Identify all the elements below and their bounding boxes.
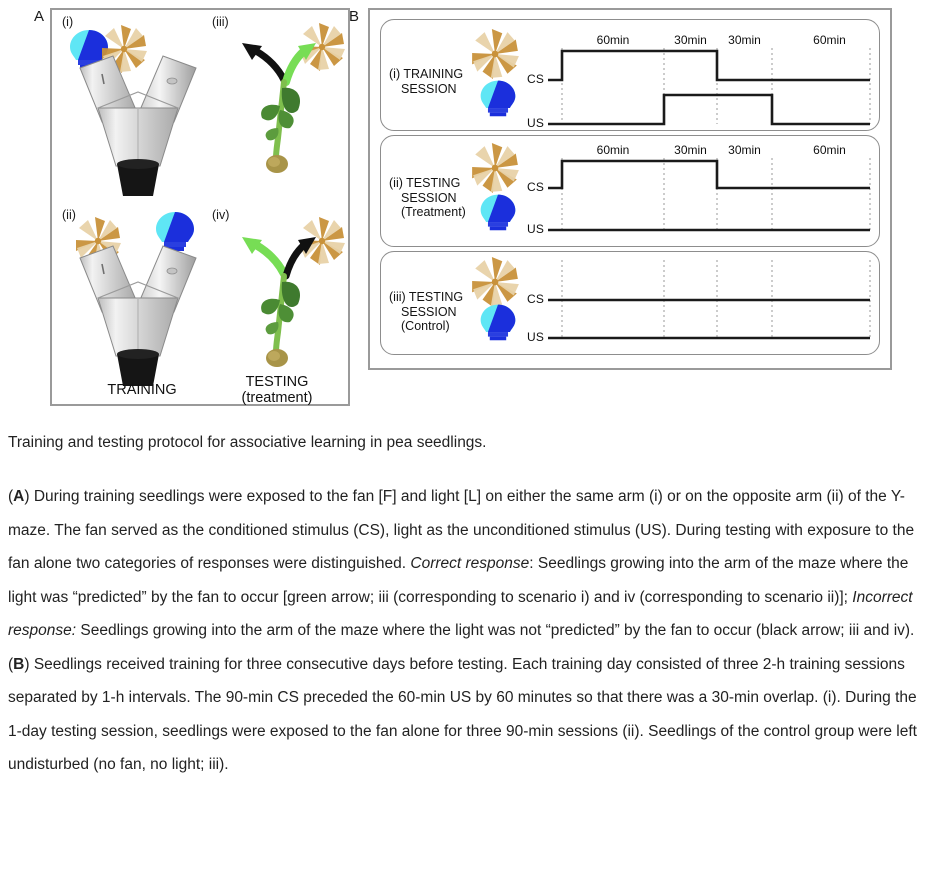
testing-control-trace [381, 252, 881, 356]
cs-axis-label: CS [527, 72, 545, 86]
label-scenario-iii: (iii) [212, 15, 229, 29]
panel-a-training-caption: TRAINING [107, 382, 177, 398]
session-title-line1: TESTING [406, 176, 461, 190]
caption-title: Training and testing protocol for associative learning in pea seedlings. [8, 434, 487, 451]
session-row-testing-control [380, 251, 880, 355]
session-title-line2: SESSION [401, 304, 457, 319]
cs-axis-label: CS [527, 180, 545, 194]
caption-italic-run: Correct response [410, 555, 530, 572]
session-index: (ii) [389, 176, 403, 190]
testing-treatment-trace [381, 136, 881, 248]
session-title-line2: SESSION [401, 81, 457, 96]
caption-bold-run: B [13, 655, 25, 673]
session-title-line3: (Control) [401, 319, 450, 333]
time-label-3: 60min [813, 143, 846, 157]
cs-axis-label: CS [527, 292, 545, 306]
y-maze-icon [68, 238, 208, 388]
panel-a-box [50, 8, 350, 406]
label-scenario-ii: (ii) [62, 208, 76, 222]
session-title-line1: TESTING [408, 290, 464, 304]
label-scenario-iv: (iv) [212, 208, 230, 222]
caption-body [8, 480, 920, 782]
green-arrow-icon [286, 51, 304, 82]
session-title-line2: SESSION [401, 190, 457, 205]
label-scenario-i: (i) [62, 15, 74, 29]
time-label-2: 30min [728, 143, 761, 157]
caption-text-run: ) Seedlings received training for three consecutive days before testing. Each training day consisted of three 2-h training sessions separated by 1-h intervals. The 90-min CS preceded the 60-min US by 60 minutes so that there was a 30-min overlap. (i). During the 1-day testing session, seedlings were exposed to the fan alone for three 90-min sessions (ii). Seedlings of the control group were left undisturbed (no fan, no light; iii). [8, 655, 917, 773]
panel-a-testing-caption: TESTING [245, 374, 309, 390]
panel-a-testing-caption-sub: (treatment) [241, 390, 313, 406]
time-label-1: 30min [674, 33, 707, 47]
cs-trace [548, 51, 870, 80]
time-label-0: 60min [596, 33, 630, 47]
us-axis-label: US [527, 116, 545, 130]
time-label-0: 60min [596, 143, 630, 157]
session-title-line1: TRAINING [403, 67, 464, 81]
cs-trace [548, 161, 870, 188]
caption-text-run: ) During training seedlings were exposed to the fan [F] and light [L] on either the same arm (i) or on the opposite arm (ii) of the Y-maze. The fan served as the conditioned stimulus (CS), light as the unconditioned stimulus (US). During testing with exposure to the fan alone two categories of responses were distinguished. [8, 488, 915, 572]
black-arrow-icon [286, 245, 304, 276]
panel-b-box [368, 8, 892, 370]
session-row-testing-treatment [380, 135, 880, 247]
green-arrow-icon [256, 245, 284, 274]
training-session-trace [381, 20, 881, 132]
caption-italic-run: Incorrect response: [8, 588, 913, 639]
session-row-training [380, 19, 880, 131]
pea-seedling-icon [224, 218, 344, 378]
caption-text-run: ( [8, 488, 14, 505]
us-axis-label: US [527, 222, 545, 236]
session-index: (iii) [389, 290, 406, 304]
time-label-2: 30min [728, 33, 761, 47]
figure-area [0, 0, 926, 425]
caption-text-run: : Seedlings growing into the arm of the maze where the light was “predicted” by the fan to occur [green arrow; iii (corresponding to scenario i) and iv (corresponding to scenario ii)]; [8, 555, 909, 606]
figure-caption [8, 432, 920, 782]
caption-text-run: Seedlings growing into the arm of the maze where the light was not “predicted” by the fan to occur (black arrow; iii and iv). ( [8, 622, 915, 673]
y-maze-icon [68, 48, 208, 198]
panel-a-letter: A [34, 8, 45, 25]
us-axis-label: US [527, 330, 545, 344]
time-label-3: 60min [813, 33, 846, 47]
us-trace [548, 95, 870, 124]
session-index: (i) [389, 67, 401, 81]
black-arrow-icon [256, 51, 284, 80]
pea-seedling-icon [224, 24, 344, 184]
session-title-line3: (Treatment) [401, 205, 466, 219]
caption-bold-run: A [13, 488, 25, 505]
time-label-1: 30min [674, 143, 707, 157]
panel-b-letter: B [349, 8, 360, 25]
